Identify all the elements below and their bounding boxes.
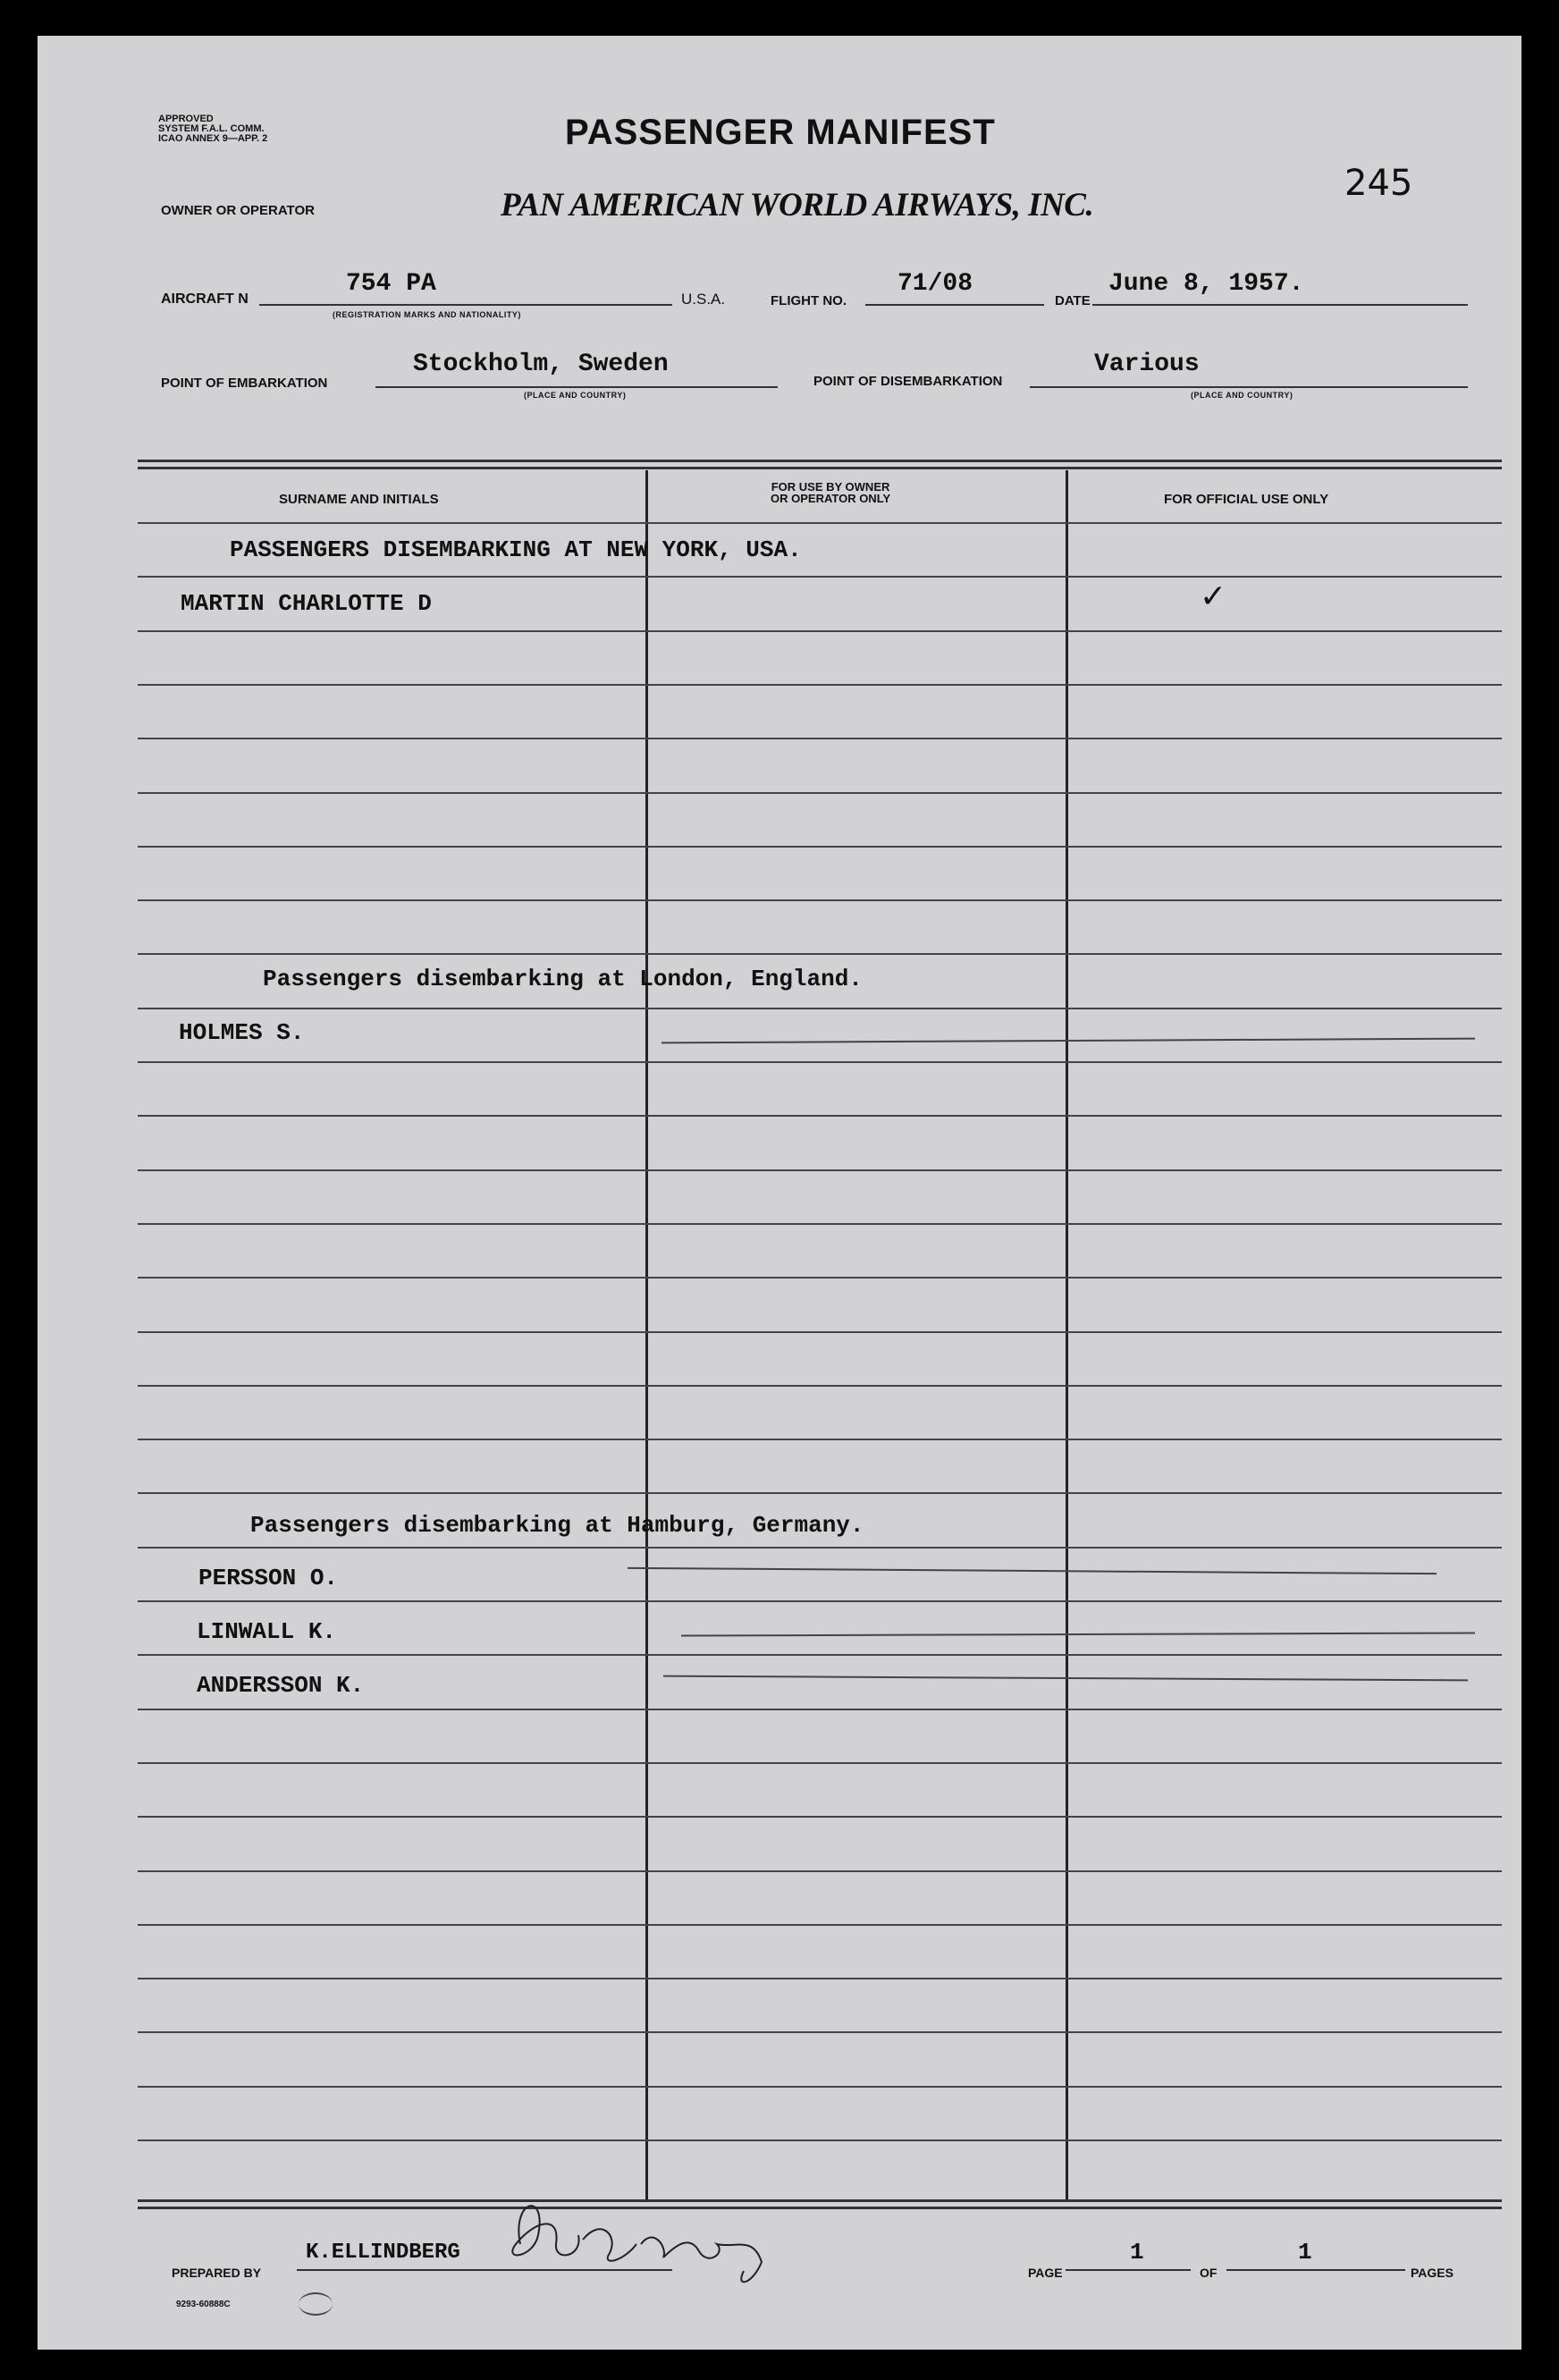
table-rule-line [138,684,1502,686]
flight-no-value: 71/08 [897,270,973,298]
check-mark: ✓ [1200,578,1227,614]
column-header-owner-line1: FOR USE BY OWNER [771,480,890,494]
embarkation-label: POINT OF EMBARKATION [161,376,328,391]
flight-no-label: FLIGHT NO. [771,293,847,308]
table-rule-line [138,846,1502,848]
table-rule-line [138,1709,1502,1710]
passenger-row-holmes: HOLMES S. [179,1019,305,1046]
registration-caption: (REGISTRATION MARKS AND NATIONALITY) [333,310,521,319]
table-rule-line [138,2086,1502,2088]
table-rule-line [138,899,1502,901]
page-underline [1066,2269,1191,2271]
of-label: OF [1200,2266,1218,2280]
date-value: June 8, 1957. [1108,270,1304,298]
prepared-underline [297,2269,672,2271]
table-rule-line [138,1115,1502,1117]
owner-label: OWNER OR OPERATOR [161,203,315,218]
table-rule-line [138,1223,1502,1225]
date-label: DATE [1055,293,1091,308]
form-number: 9293-60888C [176,2300,231,2309]
page-label: PAGE [1028,2266,1063,2280]
embarkation-value: Stockholm, Sweden [413,350,669,378]
disembarkation-caption: (PLACE AND COUNTRY) [1191,391,1294,400]
table-rule-line [138,738,1502,739]
table-rule-line [138,1277,1502,1279]
aircraft-value: 754 PA [346,270,436,298]
column-divider-2 [1066,470,1068,2202]
disembarkation-value: Various [1094,350,1200,378]
table-rule-line [138,2139,1502,2141]
owner-value: PAN AMERICAN WORLD AIRWAYS, INC. [501,187,1094,224]
disembarkation-underline [1030,386,1468,388]
approval-block [158,114,267,144]
approval-line: SYSTEM F.A.L. COMM. [158,123,265,134]
of-underline [1226,2269,1405,2271]
page-value: 1 [1130,2239,1144,2266]
strike-line-linwall [681,1632,1475,1636]
table-rule-line [138,1169,1502,1171]
table-rule-line [138,1008,1502,1009]
disembarkation-label: POINT OF DISEMBARKATION [813,374,1003,389]
table-rule-line [138,1439,1502,1440]
table-top-rule-2 [138,467,1502,469]
table-rule-line [138,1924,1502,1926]
approval-line: ICAO ANNEX 9—APP. 2 [158,133,268,144]
table-rule-line [138,1600,1502,1602]
section-heading-hamburg: Passengers disembarking at Hamburg, Germany. [250,1512,864,1539]
page-id: 245 [1344,163,1413,204]
aircraft-underline [259,304,672,306]
column-header-owner [771,481,890,504]
prepared-label: PREPARED BY [172,2266,262,2280]
table-rule-line [138,1870,1502,1872]
section-heading-new-york: PASSENGERS DISEMBARKING AT NEW YORK, USA. [230,536,802,563]
table-rule-line [138,522,1502,524]
table-top-rule [138,460,1502,462]
embarkation-underline [375,386,778,388]
prepared-value: K.ELLINDBERG [306,2241,460,2265]
table-bottom-rule [138,2199,1502,2202]
approval-line: APPROVED [158,114,214,124]
table-rule-line [138,1762,1502,1764]
table-rule-line [138,576,1502,578]
aircraft-label: AIRCRAFT N [161,291,249,307]
signature [485,2182,780,2307]
table-rule-line [138,1654,1502,1656]
table-bottom-rule-2 [138,2207,1502,2209]
column-header-surname: SURNAME AND INITIALS [279,492,439,507]
table-rule-line [138,1978,1502,1979]
embarkation-caption: (PLACE AND COUNTRY) [524,391,627,400]
passenger-row-linwall: LINWALL K. [197,1618,337,1645]
passenger-row-persson: PERSSON O. [198,1565,339,1591]
column-header-official: FOR OFFICIAL USE ONLY [1164,492,1329,507]
strike-line-holmes [662,1038,1475,1044]
table-rule-line [138,792,1502,794]
section-heading-london: Passengers disembarking at London, England. [263,966,863,992]
table-rule-line [138,1061,1502,1063]
passenger-row-martin: MARTIN CHARLOTTE D [181,590,432,617]
manifest-sheet [38,36,1521,2350]
pages-label: PAGES [1411,2266,1454,2280]
column-divider-1 [645,470,648,2202]
table-rule-line [138,1331,1502,1333]
strike-line-persson [628,1567,1437,1574]
table-rule-line [138,1547,1502,1549]
flight-no-underline [865,304,1044,306]
table-rule-line [138,1816,1502,1818]
table-rule-line [138,2031,1502,2033]
passenger-row-andersson: ANDERSSON K. [197,1672,365,1699]
table-rule-line [138,1385,1502,1387]
table-rule-line [138,1492,1502,1494]
date-underline [1092,304,1468,306]
page-title: PASSENGER MANIFEST [565,113,996,152]
printer-logo [299,2292,333,2316]
column-header-owner-line2: OR OPERATOR ONLY [771,492,891,505]
table-rule-line [138,953,1502,955]
table-rule-line [138,630,1502,632]
usa-label: U.S.A. [681,291,726,308]
of-value: 1 [1298,2239,1312,2266]
